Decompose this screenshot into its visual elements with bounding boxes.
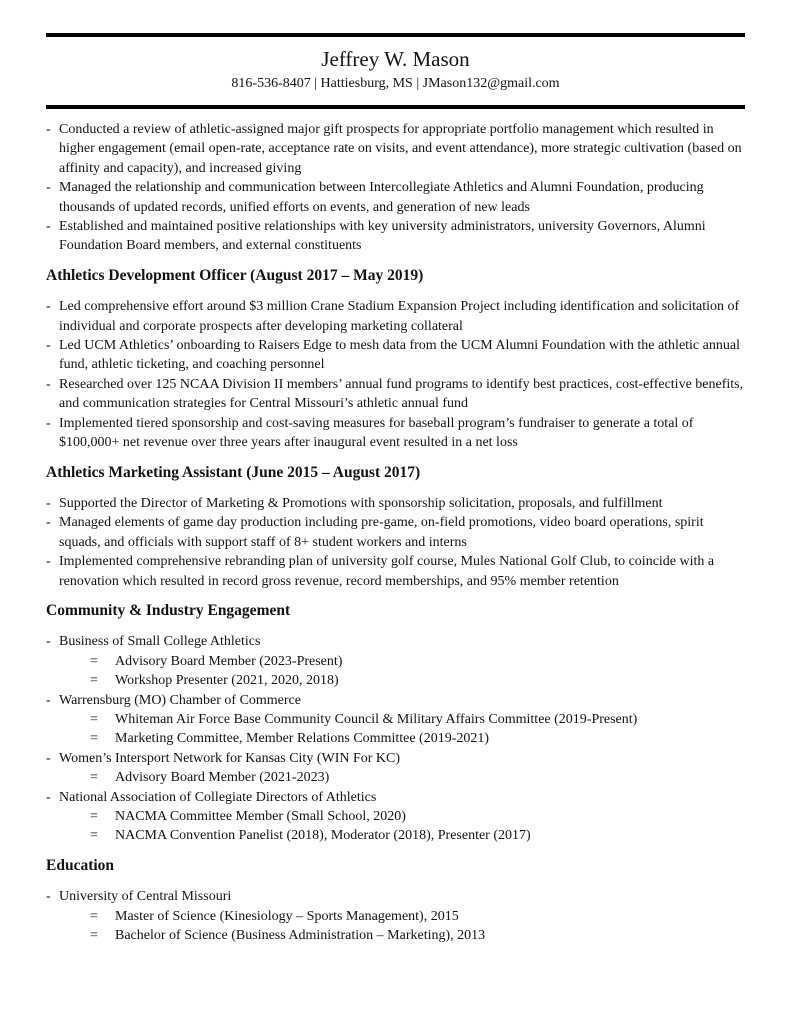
sub-item xyxy=(90,768,745,787)
dash-marker: - xyxy=(46,180,51,196)
item-text: Implemented tiered sponsorship and cost-saving measures for baseball program’s fundraiser to generate a total of $100,000+ net revenue over three years after inaugural event resulted in a net loss xyxy=(59,415,694,451)
item-text: Business of Small College Athletics xyxy=(59,634,261,650)
bullet-item xyxy=(46,691,745,710)
equals-marker: = xyxy=(90,770,98,786)
equals-marker: = xyxy=(90,828,98,844)
item-text: Supported the Director of Marketing & Promotions with sponsorship solicitation, proposals, and fulfillment xyxy=(59,495,663,511)
bullet-item xyxy=(46,217,745,256)
dash-marker: - xyxy=(46,515,51,531)
item-text: NACMA Convention Panelist (2018), Moderator (2018), Presenter (2017) xyxy=(115,828,531,844)
bullet-item xyxy=(46,632,745,651)
resume-body xyxy=(0,109,791,945)
bullet-item xyxy=(46,297,745,336)
dash-marker: - xyxy=(46,889,51,905)
bullet-item xyxy=(46,749,745,768)
item-text: Advisory Board Member (2021-2023) xyxy=(115,770,330,786)
bullet-item xyxy=(46,375,745,414)
item-text: Workshop Presenter (2021, 2020, 2018) xyxy=(115,673,339,689)
dash-marker: - xyxy=(46,789,51,805)
dash-marker: - xyxy=(46,299,51,315)
item-text: Managed the relationship and communication between Intercollegiate Athletics and Alumni Foundation, producing thousands of updated records, unified efforts on events, and generation of new leads xyxy=(59,180,704,215)
contact-line: 816-536-8407 | Hattiesburg, MS | JMason132@gmail.com xyxy=(231,76,560,91)
top-rule xyxy=(46,33,745,37)
section-heading: Athletics Development Officer (August 2017 – May 2019) xyxy=(46,266,424,284)
sub-item xyxy=(90,907,745,926)
resume-header xyxy=(0,46,791,93)
dash-marker: - xyxy=(46,122,51,137)
bullet-item xyxy=(46,336,745,375)
item-text: Led UCM Athletics’ onboarding to Raisers Edge to mesh data from the UCM Alumni Foundation with the athletic annual fund, athletic ticketing, and coaching personnel xyxy=(59,338,740,373)
person-name: Jeffrey W. Mason xyxy=(321,47,470,71)
equals-marker: = xyxy=(90,673,98,689)
section-heading: Athletics Marketing Assistant (June 2015 – August 2017) xyxy=(46,463,421,481)
dash-marker: - xyxy=(46,338,51,354)
dash-marker: - xyxy=(46,750,51,766)
item-text: Advisory Board Member (2023-Present) xyxy=(115,653,343,669)
dash-marker: - xyxy=(46,219,51,235)
dash-marker: - xyxy=(46,376,51,392)
sub-item xyxy=(90,671,745,690)
equals-marker: = xyxy=(90,928,98,944)
bullet-item xyxy=(46,552,745,591)
sub-item xyxy=(90,652,745,671)
bullet-item xyxy=(46,513,745,552)
bullet-item xyxy=(46,414,745,453)
equals-marker: = xyxy=(90,653,98,669)
equals-marker: = xyxy=(90,731,98,747)
sub-item xyxy=(90,710,745,729)
section-heading: Education xyxy=(46,856,115,874)
sub-item xyxy=(90,926,745,945)
dash-marker: - xyxy=(46,415,51,431)
equals-marker: = xyxy=(90,711,98,727)
item-text: Bachelor of Science (Business Administration – Marketing), 2013 xyxy=(115,928,486,944)
dash-marker: - xyxy=(46,495,51,511)
dash-marker: - xyxy=(46,634,51,650)
item-text: Master of Science (Kinesiology – Sports Management), 2015 xyxy=(115,908,459,924)
item-text: Conducted a review of athletic-assigned major gift prospects for appropriate portfolio management which resulted in higher engagement (email open-rate, acceptance rate on visits, and event attendance), more strategic cultivation (based on affinity and capacity), and increased giving xyxy=(59,122,742,176)
section-heading: Community & Industry Engagement xyxy=(46,601,291,619)
item-text: Established and maintained positive relationships with key university administrators, university Governors, Alumni Foundation Board members, and external constituents xyxy=(59,219,706,254)
equals-marker: = xyxy=(90,908,98,924)
bullet-item xyxy=(46,178,745,217)
item-text: National Association of Collegiate Directors of Athletics xyxy=(59,789,377,805)
item-text: Women’s Intersport Network for Kansas City (WIN For KC) xyxy=(59,750,401,766)
equals-marker: = xyxy=(90,809,98,824)
item-text: Whiteman Air Force Base Community Council & Military Affairs Committee (2019-Present) xyxy=(115,711,638,727)
dash-marker: - xyxy=(46,692,51,708)
item-text: Managed elements of game day production including pre-game, on-field promotions, video board operations, spirit squads, and officials with support staff of 8+ student workers and interns xyxy=(59,515,704,550)
sub-item xyxy=(90,807,745,826)
item-text: Implemented comprehensive rebranding plan of university golf course, Mules National Golf Club, to coincide with a renovation which resulted in record gross revenue, record memberships, and 95% member retention xyxy=(59,554,715,589)
item-text: University of Central Missouri xyxy=(59,889,232,905)
bullet-item xyxy=(46,494,745,513)
dash-marker: - xyxy=(46,554,51,570)
item-text: Led comprehensive effort around $3 million Crane Stadium Expansion Project including identification and solicitation of individual and corporate prospects after developing marketing collateral xyxy=(59,299,740,334)
bullet-item xyxy=(46,788,745,807)
item-text: NACMA Committee Member (Small School, 2020) xyxy=(115,809,406,824)
bullet-item xyxy=(46,887,745,906)
sub-item xyxy=(90,826,745,845)
item-text: Warrensburg (MO) Chamber of Commerce xyxy=(59,692,301,708)
bullet-item xyxy=(46,120,745,178)
item-text: Marketing Committee, Member Relations Committee (2019-2021) xyxy=(115,731,490,747)
item-text: Researched over 125 NCAA Division II members’ annual fund programs to identify best practices, cost-effective benefits, and communication strategies for Central Missouri’s athletic annual fund xyxy=(59,376,744,412)
sub-item xyxy=(90,729,745,748)
